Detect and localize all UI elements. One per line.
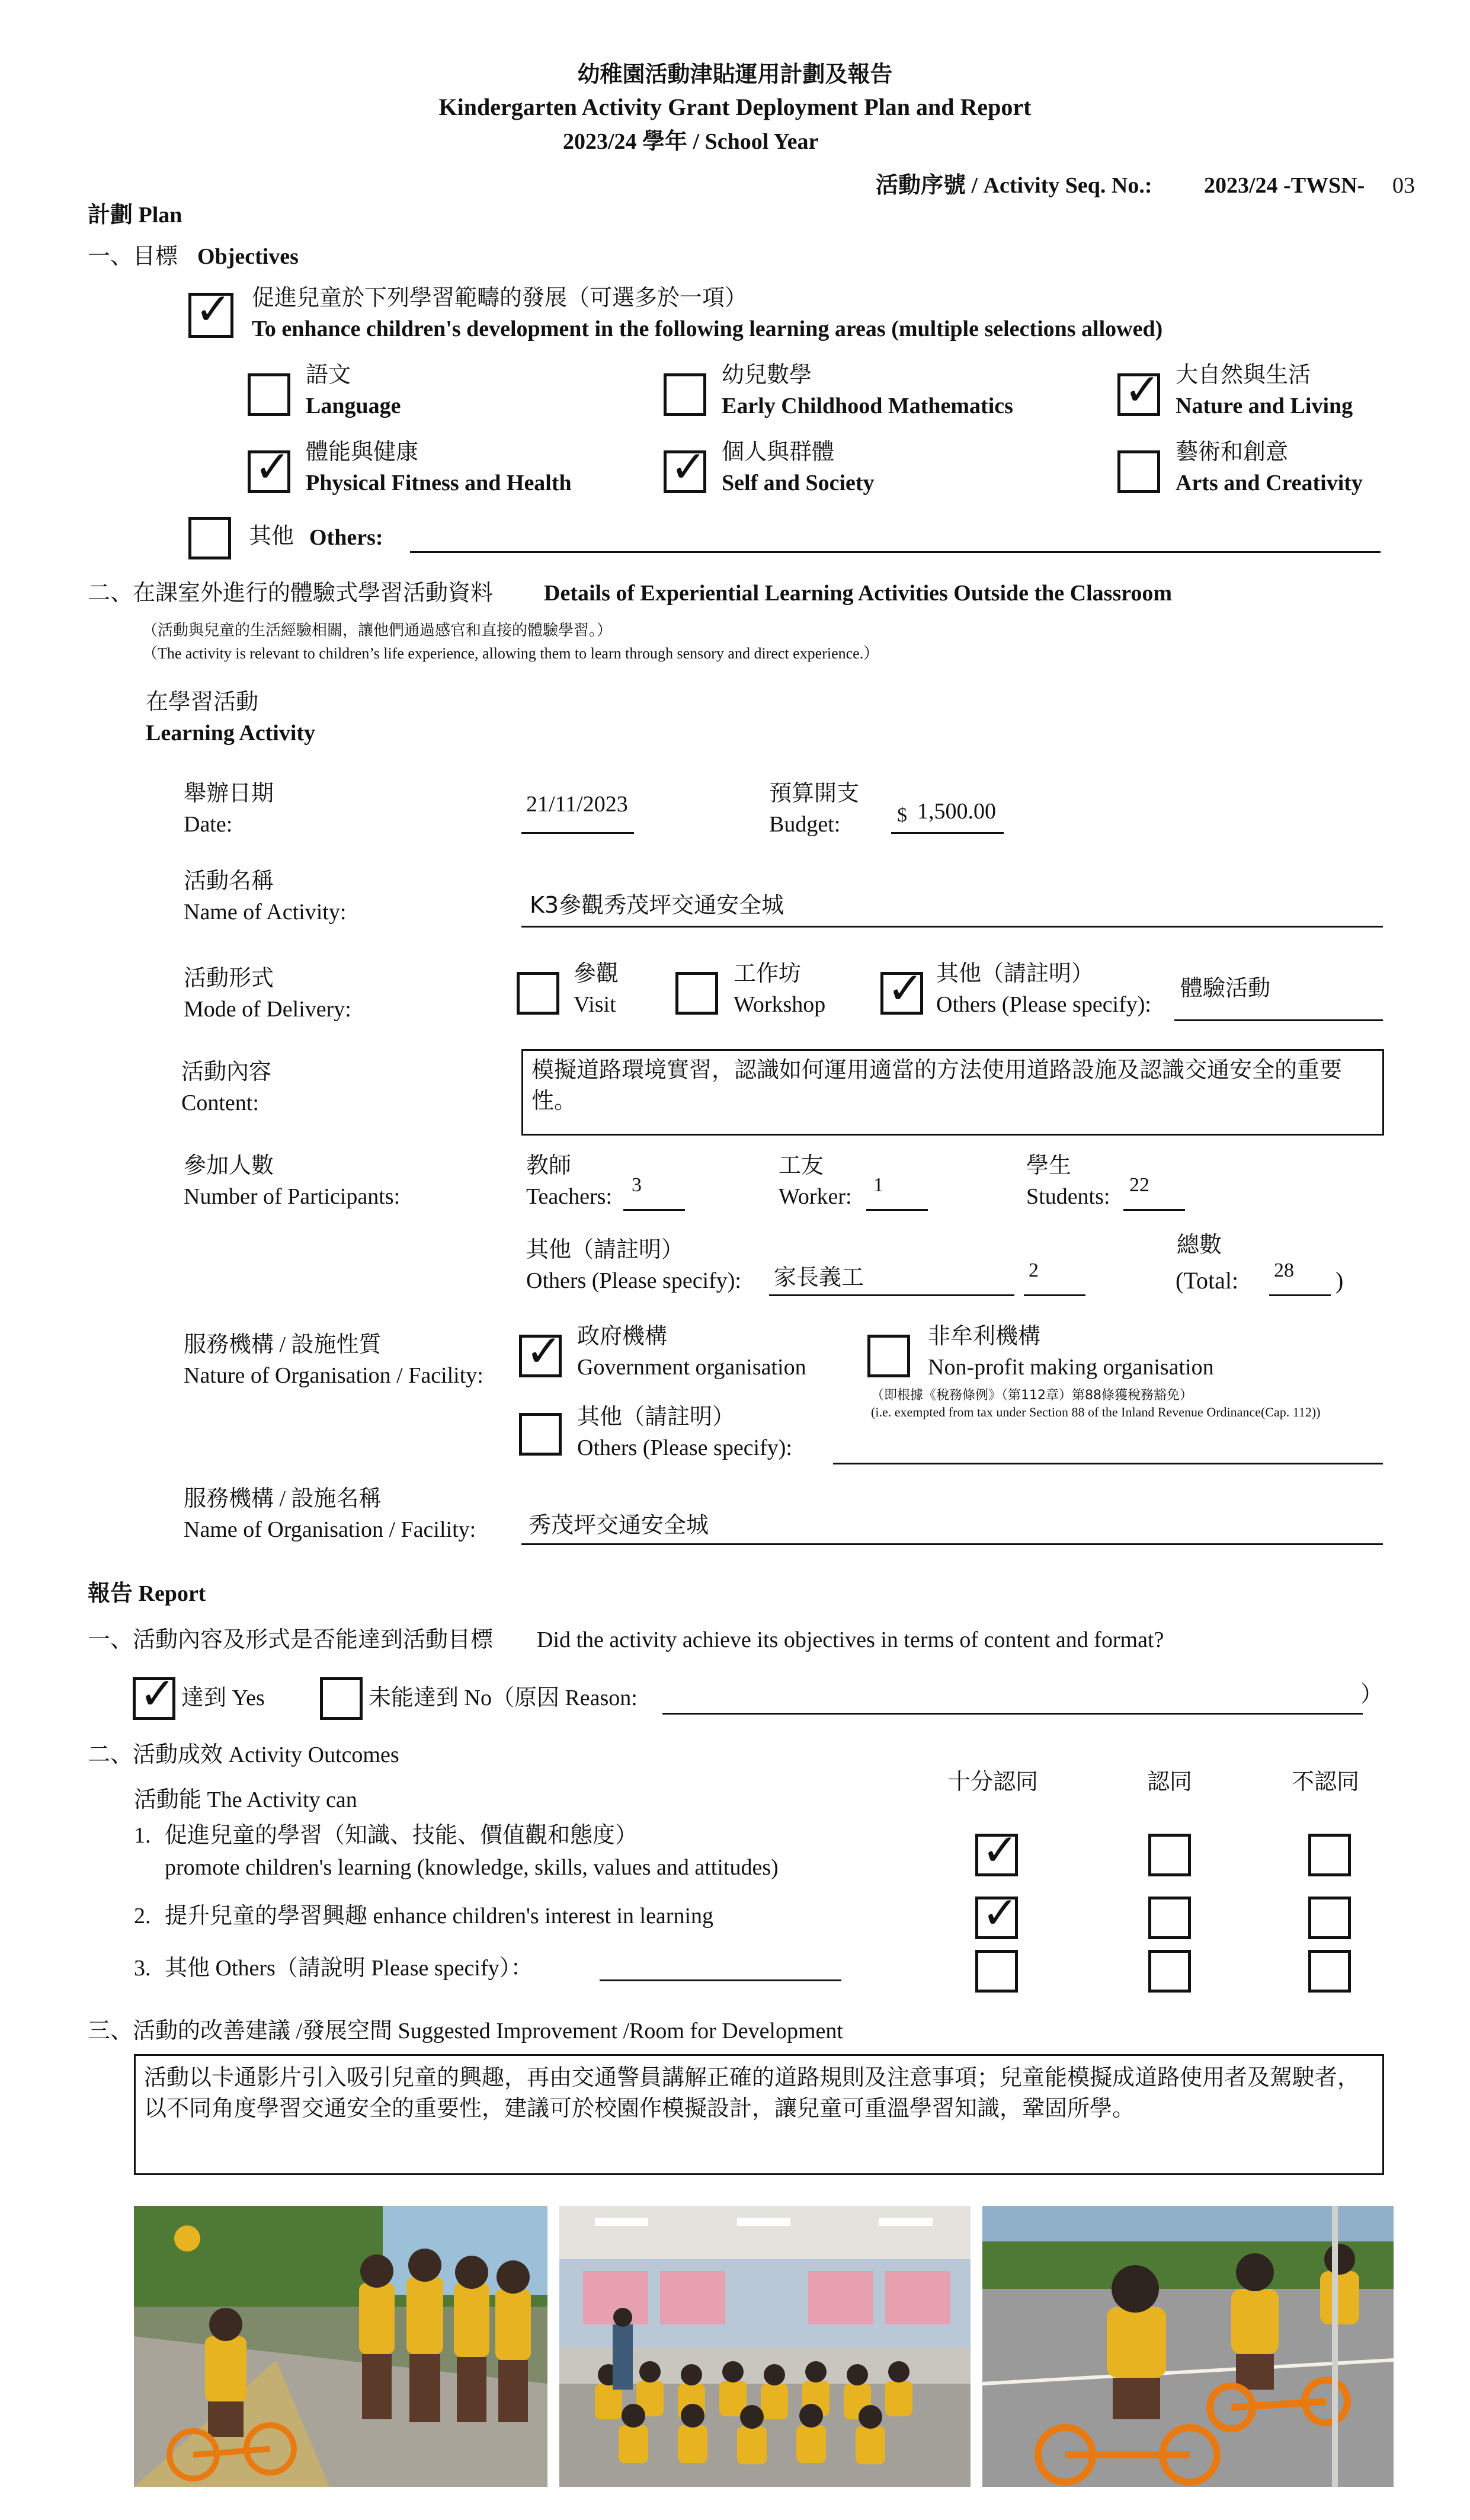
org-name-label-cn: 服務機構 / 設施名稱: [184, 1486, 382, 1511]
outcome-1-disagree-checkbox[interactable]: [1308, 1834, 1351, 1876]
outcomes-heading: 二、活動成效 Activity Outcomes: [88, 1742, 399, 1767]
worker-value[interactable]: 1: [873, 1174, 883, 1196]
others-participants-en: Others (Please specify):: [526, 1268, 741, 1293]
budget-value[interactable]: 1,500.00: [917, 799, 996, 824]
check-mark-icon: ✓: [982, 1825, 1019, 1876]
others-participants-cn: 其他（請註明）: [526, 1237, 684, 1262]
activity-can-label: 活動能 The Activity can: [134, 1787, 357, 1812]
scale-strongly-agree: 十分認同: [948, 1770, 1039, 1795]
check-mark-icon: ✓: [670, 442, 707, 493]
seq-value: 2023/24 -TWSN-: [1204, 173, 1365, 198]
content-box[interactable]: [521, 1049, 1384, 1136]
org-nonprofit-note-en: (i.e. exempted from tax under Section 88 of the Inland Revenue Ordinance(Cap. 112)): [871, 1405, 1321, 1419]
check-mark-icon: ✓: [526, 1326, 563, 1377]
mode-workshop-en: Workshop: [734, 992, 826, 1017]
total-label-en: (Total:: [1176, 1267, 1239, 1294]
others-field-line[interactable]: [410, 551, 1381, 553]
area-nature-checkbox[interactable]: [1117, 364, 1161, 416]
total-field-line: [1269, 1294, 1331, 1296]
outcome-1-strongly-agree-checkbox[interactable]: [975, 1825, 1019, 1876]
name-label-en: Name of Activity:: [184, 900, 347, 925]
photo-children-on-tricycles: [982, 2206, 1394, 2487]
date-field-line: [521, 832, 634, 834]
org-other-cn: 其他（請註明）: [577, 1405, 735, 1430]
area-self-en: Self and Society: [722, 471, 875, 495]
plan-heading: 計劃 Plan: [88, 203, 182, 228]
org-name-field-line: [521, 1543, 1383, 1545]
check-mark-icon: ✓: [1124, 364, 1161, 415]
photo-children-on-path: [134, 2206, 547, 2487]
yes-label: 達到 Yes: [181, 1686, 265, 1710]
teachers-label-en: Teachers:: [526, 1184, 613, 1209]
yes-checkbox[interactable]: [133, 1668, 177, 1720]
check-mark-icon: ✓: [139, 1668, 177, 1719]
worker-label-en: Worker:: [779, 1184, 852, 1209]
area-language-cn: 語文: [306, 363, 351, 388]
details-heading-en: Details of Experiential Learning Activities Outside the Classroom: [544, 581, 1173, 606]
content-value: 模擬道路環境實習，認識如何運用適當的方法使用道路設施及認識交通安全的重要性。: [531, 1057, 1343, 1114]
name-value[interactable]: K3參觀秀茂坪交通安全城: [530, 892, 784, 918]
outcome-2-num: 2.: [134, 1904, 151, 1929]
area-physical-en: Physical Fitness and Health: [306, 471, 572, 495]
org-nonprofit-checkbox[interactable]: [867, 1335, 910, 1377]
outcome-1-agree-checkbox[interactable]: [1148, 1834, 1191, 1876]
participants-label-cn: 參加人數: [184, 1153, 274, 1178]
outcome-2-strongly-agree-checkbox[interactable]: [975, 1888, 1019, 1939]
outcome-3-disagree-checkbox[interactable]: [1308, 1950, 1351, 1993]
org-other-field-line[interactable]: [833, 1463, 1383, 1464]
mode-other-checkbox[interactable]: [880, 963, 924, 1015]
others-participants-field-line: [769, 1294, 1014, 1296]
total-value[interactable]: 28: [1274, 1259, 1294, 1281]
area-self-checkbox[interactable]: [664, 442, 707, 493]
students-label-en: Students:: [1026, 1184, 1110, 1209]
area-math-checkbox[interactable]: [664, 373, 706, 416]
area-math-en: Early Childhood Mathematics: [722, 394, 1013, 418]
no-label: 未能達到 No（原因 Reason:: [369, 1686, 638, 1710]
mode-visit-checkbox[interactable]: [517, 972, 559, 1015]
mode-label-cn: 活動形式: [184, 966, 274, 991]
org-nature-label-en: Nature of Organisation / Facility:: [184, 1363, 483, 1388]
area-language-checkbox[interactable]: [248, 373, 290, 416]
area-math-cn: 幼兒數學: [722, 363, 812, 388]
objectives-heading-en: Objectives: [197, 244, 299, 269]
scale-disagree: 不認同: [1292, 1770, 1360, 1795]
participants-label-en: Number of Participants:: [184, 1184, 401, 1209]
area-arts-cn: 藝術和創意: [1176, 440, 1289, 465]
no-checkbox[interactable]: [320, 1677, 363, 1720]
outcome-3-label: 其他 Others（請說明 Please specify）：: [165, 1956, 533, 1981]
area-nature-en: Nature and Living: [1176, 394, 1353, 418]
area-physical-cn: 體能與健康: [306, 440, 419, 465]
details-heading-cn: 二、在課室外進行的體驗式學習活動資料: [88, 581, 494, 606]
details-note-en: （The activity is relevant to children’s life experience, allowing them to learn through sensory and direct experience.）: [142, 645, 879, 662]
mode-other-field-line: [1174, 1019, 1383, 1021]
school-year: 2023/24 學年 / School Year: [563, 129, 819, 154]
org-nonprofit-note-cn: （即根據《稅務條例》（第112章）第88條獲稅務豁免）: [871, 1388, 1193, 1403]
org-name-label-en: Name of Organisation / Facility:: [184, 1517, 476, 1542]
mode-workshop-cn: 工作坊: [734, 961, 802, 986]
org-name-value[interactable]: 秀茂坪交通安全城: [529, 1512, 709, 1538]
outcome-3-num: 3.: [134, 1956, 151, 1981]
report-q1-en: Did the activity achieve its objectives in terms of content and format?: [537, 1627, 1164, 1652]
name-field-line: [521, 926, 1383, 928]
org-gov-en: Government organisation: [577, 1355, 806, 1380]
improve-box[interactable]: [134, 2054, 1384, 2175]
org-other-en: Others (Please specify):: [577, 1435, 792, 1460]
outcome-2-agree-checkbox[interactable]: [1148, 1897, 1191, 1939]
title-cn: 幼稚園活動津貼運用計劃及報告: [577, 61, 893, 87]
org-other-checkbox[interactable]: [519, 1413, 562, 1456]
mode-other-value[interactable]: 體驗活動: [1180, 975, 1271, 1001]
improve-heading: 三、活動的改善建議 /發展空間 Suggested Improvement /Room for Development: [88, 2019, 843, 2043]
date-value[interactable]: 21/11/2023: [526, 792, 628, 817]
others-checkbox[interactable]: [188, 517, 231, 559]
check-mark-icon: ✓: [195, 284, 232, 335]
outcome-3-strongly-agree-checkbox[interactable]: [975, 1950, 1018, 1993]
area-physical-checkbox[interactable]: [248, 442, 292, 493]
outcome-3-agree-checkbox[interactable]: [1148, 1950, 1191, 1993]
check-mark-icon: ✓: [254, 442, 292, 493]
budget-label-cn: 預算開支: [769, 781, 860, 806]
mode-label-en: Mode of Delivery:: [184, 997, 351, 1022]
photo-classroom-talk: [559, 2206, 971, 2487]
teachers-value[interactable]: 3: [632, 1174, 642, 1196]
outcome-2-label: 提升兒童的學習興趣 enhance children's interest in learning: [165, 1904, 714, 1929]
learning-activity-cn: 在學習活動: [146, 690, 259, 715]
students-label-cn: 學生: [1026, 1153, 1072, 1178]
area-self-cn: 個人與群體: [722, 440, 835, 465]
report-heading: 報告 Report: [88, 1581, 206, 1606]
area-arts-checkbox[interactable]: [1117, 450, 1160, 493]
budget-currency: $: [897, 804, 907, 826]
details-note-cn: （活動與兒童的生活經驗相關，讓他們通過感官和直接的體驗學習。）: [142, 622, 613, 639]
outcome-1-cn: 促進兒童的學習（知識、技能、價值觀和態度）: [165, 1823, 638, 1848]
budget-field-line: [891, 832, 1004, 834]
enhance-label-cn: 促進兒童於下列學習範疇的發展（可選多於一項）: [252, 286, 748, 311]
others-label-cn: 其他: [249, 524, 294, 549]
mode-other-en: Others (Please specify):: [936, 992, 1151, 1017]
enhance-label-en: To enhance children's development in the following learning areas (multiple selections allowed): [252, 316, 1163, 341]
worker-field-line: [866, 1209, 928, 1211]
org-gov-cn: 政府機構: [577, 1324, 668, 1349]
org-gov-checkbox[interactable]: [519, 1326, 563, 1377]
outcome-1-num: 1.: [134, 1823, 151, 1848]
date-label-cn: 舉辦日期: [184, 781, 274, 806]
mode-workshop-checkbox[interactable]: [675, 972, 718, 1015]
scale-agree: 認同: [1147, 1770, 1193, 1795]
org-nonprofit-cn: 非牟利機構: [928, 1324, 1041, 1349]
area-nature-cn: 大自然與生活: [1176, 363, 1311, 388]
no-reason-field-line[interactable]: [662, 1713, 1363, 1715]
outcome-2-disagree-checkbox[interactable]: [1308, 1897, 1351, 1939]
area-language-en: Language: [306, 394, 401, 418]
enhance-checkbox[interactable]: [188, 284, 233, 338]
students-field-line: [1123, 1209, 1185, 1211]
others-participants-value[interactable]: 家長義工: [774, 1264, 864, 1290]
worker-label-cn: 工友: [779, 1153, 824, 1178]
report-q1-cn: 一、活動內容及形式是否能達到活動目標: [88, 1627, 494, 1652]
name-label-cn: 活動名稱: [184, 869, 274, 894]
improve-text: 活動以卡通影片引入吸引兒童的興趣，再由交通警員講解正確的道路規則及注意事項；兒童能模擬成道路使用者及駕駛者，以不同角度學習交通安全的重要性，建議可於校園作模擬設計，讓兒童可重溫學習知識，鞏固所學。: [144, 2064, 1360, 2121]
check-mark-icon: ✓: [887, 963, 924, 1014]
content-label-cn: 活動內容: [181, 1060, 272, 1085]
org-nonprofit-en: Non-profit making organisation: [928, 1355, 1214, 1380]
area-arts-en: Arts and Creativity: [1176, 471, 1363, 495]
total-label-cn: 總數: [1177, 1233, 1222, 1258]
objectives-heading-cn: 一、目標: [88, 244, 178, 269]
others-participants-count[interactable]: 2: [1029, 1259, 1039, 1281]
budget-label-en: Budget:: [769, 812, 841, 837]
check-mark-icon: ✓: [982, 1888, 1019, 1939]
mode-other-cn: 其他（請註明）: [936, 961, 1094, 986]
seq-label: 活動序號 / Activity Seq. No.:: [876, 173, 1152, 198]
title-en: Kindergarten Activity Grant Deployment Plan and Report: [438, 94, 1032, 120]
no-close-paren: ）: [1360, 1682, 1383, 1707]
total-close-paren: ): [1336, 1267, 1344, 1294]
mode-visit-cn: 參觀: [574, 961, 619, 986]
outcome-1-en: promote children's learning (knowledge, skills, values and attitudes): [165, 1855, 779, 1880]
date-label-en: Date:: [184, 812, 233, 837]
outcome-3-field-line[interactable]: [600, 1979, 841, 1981]
mode-visit-en: Visit: [574, 992, 616, 1017]
others-label-en: Others:: [309, 525, 383, 550]
learning-activity-en: Learning Activity: [146, 721, 316, 746]
others-count-field-line: [1024, 1294, 1085, 1296]
content-label-en: Content:: [181, 1090, 259, 1115]
org-nature-label-cn: 服務機構 / 設施性質: [184, 1332, 382, 1357]
teachers-label-cn: 教師: [526, 1153, 572, 1178]
teachers-field-line: [623, 1209, 685, 1211]
seq-number: 03: [1392, 173, 1415, 198]
students-value[interactable]: 22: [1129, 1174, 1149, 1196]
